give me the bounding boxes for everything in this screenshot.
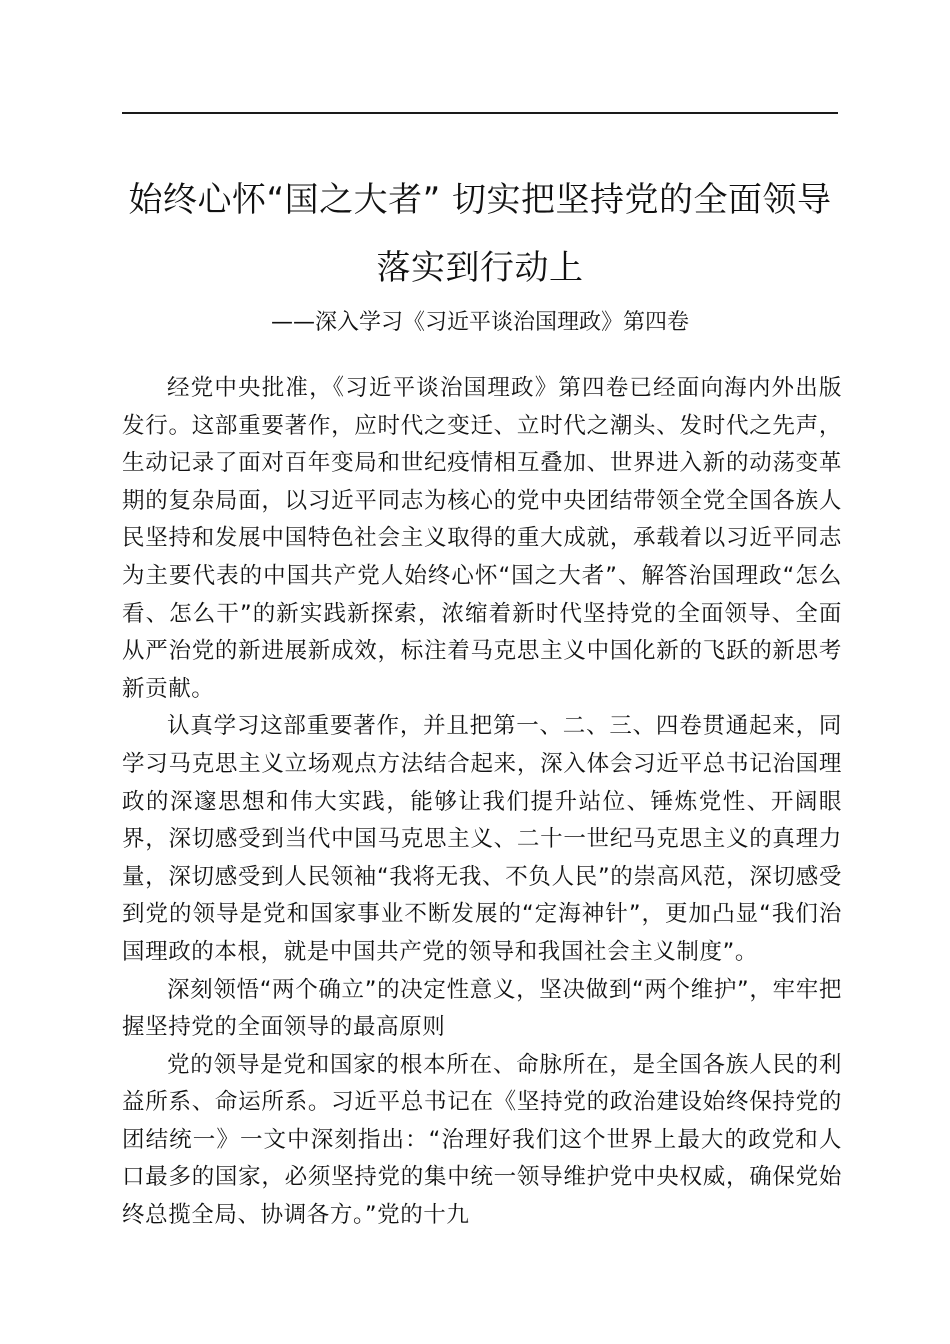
document-subtitle: ——深入学习《习近平谈治国理政》第四卷 xyxy=(270,310,689,335)
header-rule xyxy=(122,112,838,114)
paragraph-3: 党的领导是党和国家的根本所在、命脉所在，是全国各族人民的利益所系、命运所系。习近平总书记在《坚持党的政治建设始终保持党的团结统一》一文中深刻指出：“治理好我们这个世界上最大的政党和人口最多的国家，必须坚持党的集中统一领导维护党中央权威，确保党始终总揽全局、协调各方。”党的十九 xyxy=(122,1051,842,1229)
document-title-line-2: 落实到行动上 xyxy=(376,248,584,288)
paragraph-2: 认真学习这部重要著作，并且把第一、二、三、四卷贯通起来，同学习马克思主义立场观点方法结合起来，深入体会习近平总书记治国理政的深邃思想和伟大实践，能够让我们提升站位、锤炼党性、开阔眼界，深切感受到当代中国马克思主义、二十一世纪马克思主义的真理力量，深切感受到人民领袖“我将无我、不负人民”的崇高风范，深切感受到党的领导是党和国家事业不断发展的“定海神针”，更加凸显“我们治国理政的本根，就是中国共产党的领导和我国社会主义制度”。 xyxy=(122,713,842,965)
section-heading: 深刻领悟“两个确立”的决定性意义，坚决做到“两个维护”，牢牢把握坚持党的全面领导的最高原则 xyxy=(122,976,842,1041)
document-body xyxy=(122,370,842,1235)
document-title-line-1: 始终心怀“国之大者” 切实把坚持党的全面领导 xyxy=(128,180,832,220)
paragraph-1: 经党中央批准，《习近平谈治国理政》第四卷已经面向海内外出版发行。这部重要著作，应时代之变迁、立时代之潮头、发时代之先声，生动记录了面对百年变局和世纪疫情相互叠加、世界进入新的动荡变革期的复杂局面，以习近平同志为核心的党中央团结带领全党全国各族人民坚持和发展中国特色社会主义取得的重大成就，承载着以习近平同志为主要代表的中国共产党人始终心怀“国之大者”、解答治国理政“怎么看、怎么干”的新实践新探索，浓缩着新时代坚持党的全面领导、全面从严治党的新进展新成效，标注着马克思主义中国化新的飞跃的新思考新贡献。 xyxy=(122,375,842,702)
